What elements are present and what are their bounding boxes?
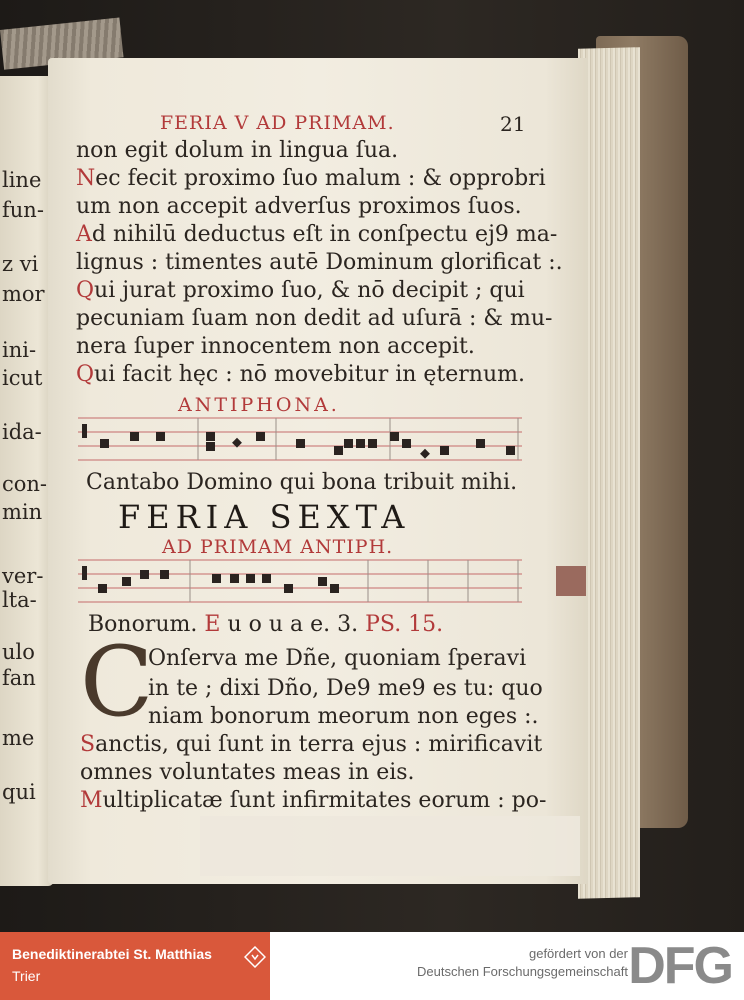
chant-text: Cantabo Domino qui bona tribuit mihi.	[86, 470, 518, 495]
psalm-line: niam bonorum meorum non eges :.	[148, 704, 539, 729]
paper-strip	[200, 816, 580, 876]
psalm-number: PS. 15.	[365, 612, 444, 637]
left-page	[0, 76, 54, 886]
psalm-line: lignus : timentes autē Dominum glorificat :.	[76, 250, 563, 275]
psalm-line: pecuniam ſuam non dedit ad uſurā : & mu-	[76, 306, 553, 331]
rubric-initial: A	[76, 222, 92, 247]
psalm-line: Onſerva me Dñe, quoniam ſperavi	[148, 646, 527, 671]
institution-banner[interactable]	[0, 932, 270, 1000]
psalm-line: Qui facit hęc : nō movebitur in ęternum.	[76, 362, 525, 387]
left-fragment: lta-	[2, 588, 37, 612]
institution-city: Trier	[12, 968, 41, 984]
euouae-initial: E	[204, 612, 221, 637]
rubric-initial: Q	[76, 278, 95, 303]
psalm-line: um non accepit adverſus proximos ſuos.	[76, 194, 522, 219]
music-staff-1	[78, 414, 522, 466]
rubric-initial: Q	[76, 362, 95, 387]
page-number: 21	[500, 112, 526, 136]
left-fragment: mor	[2, 282, 45, 306]
institution-name: Benediktinerabtei St. Matthias	[12, 946, 212, 962]
psalm-line: Nec fecit proximo ſuo malum : & opprobri	[76, 166, 546, 191]
bookmark-tab	[556, 566, 586, 596]
funding-line-2: Deutschen Forschungsgemeinschaft	[416, 964, 628, 979]
left-fragment: ulo	[2, 640, 35, 664]
left-fragment: me	[2, 726, 35, 750]
psalm-line: omnes voluntates meas in eis.	[80, 760, 415, 785]
psalm-line: Ad nihilū deductus eſt in conſpectu ej9 ma-	[76, 222, 558, 247]
left-fragment: ida-	[2, 420, 42, 444]
psalm-line: non egit dolum in lingua ſua.	[76, 138, 399, 163]
psalm-line: Multiplicatæ ſunt infirmitates eorum : po-	[80, 788, 547, 813]
footer-bar	[0, 932, 744, 1000]
psalm-line: Sanctis, qui ſunt in terra ejus : mirificavit	[80, 732, 543, 757]
page-header: FERIA V AD PRIMAM.	[160, 112, 395, 134]
left-fragment: con-	[2, 472, 48, 496]
abbey-logo-icon	[244, 946, 266, 968]
feria-title: FERIA SEXTA	[118, 498, 411, 536]
left-fragment: fun-	[2, 198, 44, 222]
psalm-line: nera ſuper innocentem non accepit.	[76, 334, 475, 359]
drop-cap: C	[80, 626, 154, 738]
left-fragment: z vi	[2, 252, 39, 276]
rubric-initial: S	[80, 732, 96, 757]
antiphona-label: ANTIPHONA.	[178, 394, 340, 416]
left-fragment: qui	[2, 780, 36, 804]
rubric-initial: M	[80, 788, 103, 813]
left-fragment: min	[2, 500, 43, 524]
left-fragment: line	[2, 168, 42, 192]
left-fragment: fan	[2, 666, 36, 690]
left-fragment: icut	[2, 366, 43, 390]
left-fragment: ver-	[2, 564, 44, 588]
dfg-logo[interactable]: DFG	[628, 937, 732, 995]
bonorum-line: Bonorum. E u o u a e. 3. PS. 15.	[88, 612, 444, 637]
feria-subtitle: AD PRIMAM ANTIPH.	[162, 536, 394, 558]
music-staff-2	[78, 556, 522, 608]
left-fragment: ini-	[2, 338, 37, 362]
funding-line-1: gefördert von der	[528, 946, 628, 961]
rubric-initial: N	[76, 166, 96, 191]
psalm-line: Qui jurat proximo ſuo, & nō decipit ; qui	[76, 278, 525, 303]
psalm-line: in te ; dixi Dño, De9 me9 es tu: quo	[148, 676, 543, 701]
